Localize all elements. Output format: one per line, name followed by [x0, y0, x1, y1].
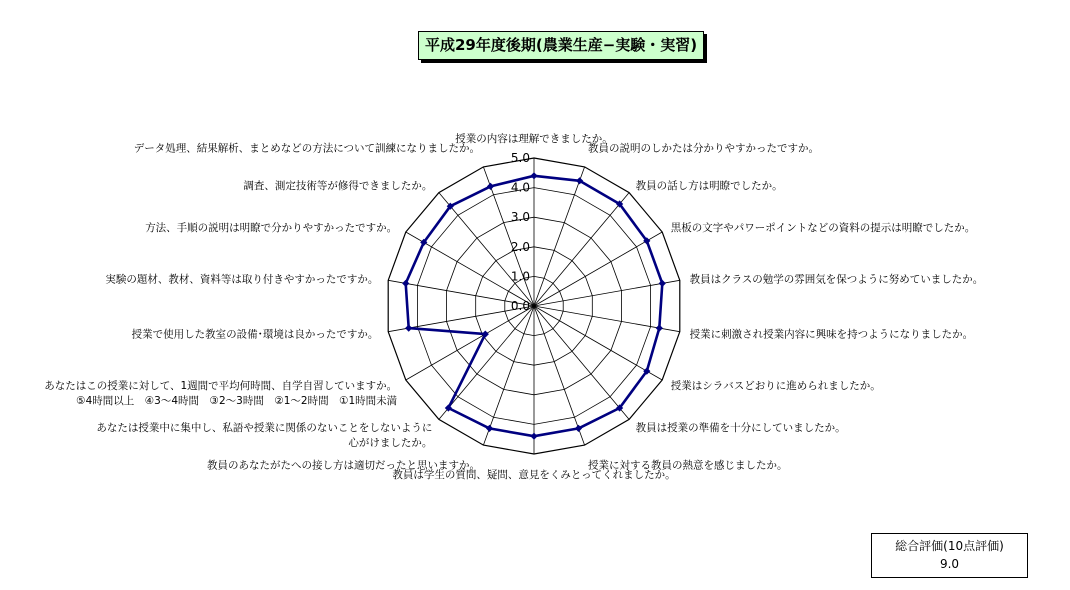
radar-data-point — [405, 325, 412, 332]
overall-score-value: 9.0 — [939, 557, 960, 571]
overall-score-label: 総合評価(10点評価) — [895, 539, 1004, 553]
radar-axis-label: 教員の説明のしかたは分かりやすかったですか。 — [588, 142, 819, 155]
radar-axis-label: 授業はシラバスどおりに進められましたか。 — [670, 380, 881, 392]
radar-data-point — [659, 280, 666, 287]
radar-spoke — [534, 306, 585, 445]
radar-tick-label: 2.0 — [510, 239, 530, 254]
radar-axis-label: 方法、手順の説明は明瞭で分かりやすかったですか。 — [145, 222, 398, 234]
radar-spoke — [483, 306, 534, 445]
radar-axis-label: 授業の内容は理解できましたか。 — [455, 133, 613, 145]
radar-axis-label: 調査、測定技術等が修得できましたか。 — [243, 180, 433, 192]
radar-tick-labels — [511, 151, 530, 313]
radar-tick-label: 1.0 — [510, 269, 530, 284]
radar-tick-label: 3.0 — [510, 210, 530, 225]
radar-data-point — [656, 325, 663, 332]
radar-axis-label: 授業で使用した教室の設備･環境は良かったですか。 — [131, 328, 379, 341]
radar-axis-label: 実験の題材、教材、資料等は取り付きやすかったですか。 — [105, 273, 379, 286]
radar-axis-label: あなたは授業中に集中し、私語や授業に関係のないことをしないように — [96, 422, 433, 434]
radar-data-point — [530, 433, 537, 440]
radar-axis-label: 教員はクラスの勉学の雰囲気を保つように努めていましたか。 — [689, 273, 984, 286]
radar-axis-label: ⑤4時間以上 ④3〜4時間 ③2〜3時間 ②1〜2時間 ①1時間未満 — [76, 395, 398, 407]
radar-spoke — [534, 167, 585, 306]
radar-grid — [388, 158, 680, 454]
radar-axis-label: 黒板の文字やパワーポイントなどの資料の提示は明瞭でしたか。 — [670, 222, 976, 234]
radar-axis-label: あなたはこの授業に対して、1週間で平均何時間、自学自習していますか。 — [44, 380, 398, 392]
radar-axis-label: 授業に対する教員の熱意を感じましたか。 — [588, 459, 788, 472]
radar-tick-label: 4.0 — [510, 180, 530, 195]
radar-axis-label: 教員は授業の準備を十分にしていましたか。 — [635, 422, 846, 434]
radar-tick-label: 5.0 — [510, 151, 530, 165]
radar-axis-label: 教員は学生の質問、疑問、意見をくみとってくれましたか。 — [392, 469, 676, 481]
radar-tick-label: 0.0 — [510, 299, 530, 313]
radar-data-point — [530, 172, 537, 179]
overall-score-box — [871, 533, 1028, 578]
chart-title: 平成29年度後期(農業生産−実験・実習) — [418, 31, 704, 60]
radar-axis-label: データ処理、結果解析、まとめなどの方法について訓練になりましたか。 — [133, 142, 480, 155]
radar-axis-label: 教員のあなたがたへの接し方は適切だったと思いますか。 — [207, 459, 480, 472]
radar-axis-label: 教員の話し方は明瞭でしたか。 — [635, 180, 783, 192]
radar-axis-label: 授業に刺激され授業内容に興味を持つようになりましたか。 — [689, 328, 974, 341]
radar-axis-label: 心がけましたか。 — [348, 437, 433, 449]
